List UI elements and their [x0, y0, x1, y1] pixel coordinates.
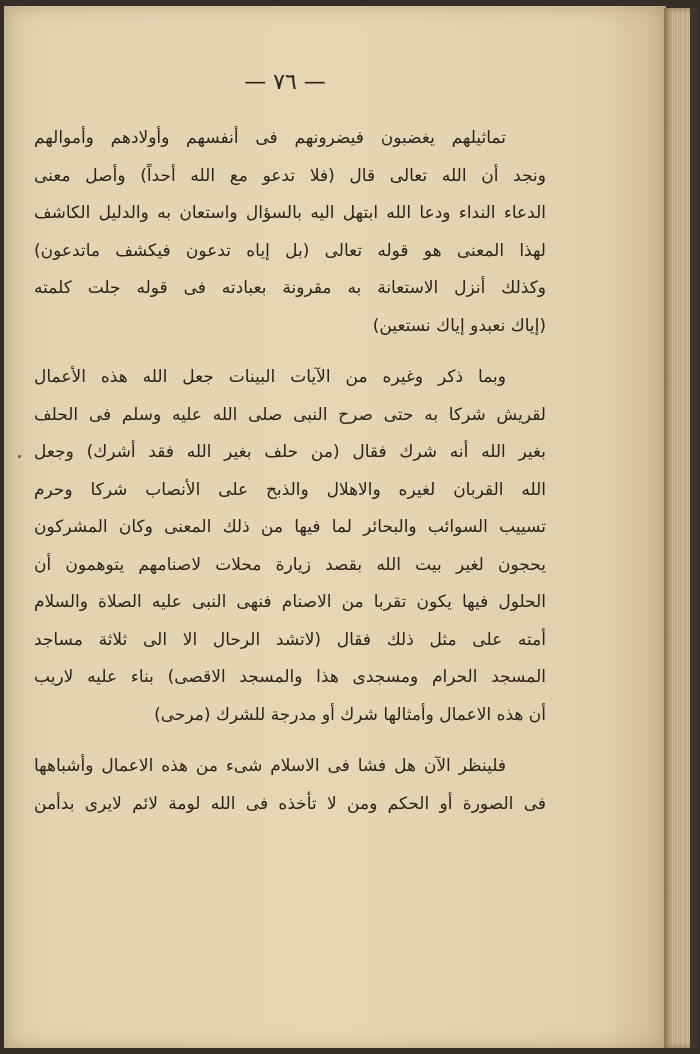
text-line: ونجد أن الله تعالى قال (فلا تدعو مع الله أحداً) وأصل معنى — [34, 165, 546, 186]
text-line: الدعاء النداء ودعا الله ابتهل اليه بالسؤال واستعان به والدليل الكاشف — [34, 203, 546, 223]
text-line: لهذا المعنى هو قوله تعالى (بل إياه تدعون فيكشف ماتدعون) — [34, 240, 546, 261]
text-line: تماثيلهم يغضبون فيضرونهم فى أنفسهم وأولادهم وأموالهم — [34, 128, 506, 148]
body-text — [34, 120, 546, 823]
paragraph-gap — [34, 345, 546, 359]
paragraph-1 — [34, 120, 546, 345]
text-line: الله القربان لغيره والاهلال والذبح على الأنصاب شركا وحرم — [34, 479, 546, 500]
paragraph-3 — [34, 748, 546, 823]
paragraph-2 — [34, 359, 546, 734]
page-number: — ٧٦ — — [244, 70, 326, 95]
text-line: المسجد الحرام ومسجدى هذا والمسجد الاقصى) بناء عليه لاريب — [34, 667, 546, 687]
book-page-edges — [664, 8, 698, 1048]
text-line: أمته على مثل ذلك فقال (لاتشد الرحال الا الى ثلاثة مساجد — [34, 629, 546, 650]
text-line: تسييب السوائب والبحائر لما فيها من ذلك المعنى وكان المشركون — [34, 517, 546, 537]
text-line: لقريش شركا به حتى صرح النبى صلى الله عليه وسلم فى الحلف — [34, 404, 546, 425]
text-line: فلينظر الآن هل فشا فى الاسلام شىء من هذه الاعمال وأشباهها — [34, 756, 506, 776]
paragraph-gap — [34, 734, 546, 748]
text-line: الحلول فيها يكون تقربا من الاصنام فنهى النبى عليه الصلاة والسلام — [34, 592, 546, 612]
text-line: وكذلك أنزل الاستعانة به مقرونة بعبادته فى قوله جلت كلمته — [34, 278, 546, 298]
text-line: يحجون لغير بيت الله بقصد زيارة محلات لاصنامهم يتوهمون أن — [34, 554, 546, 575]
text-line: وبما ذكر وغيره من الآيات البينات جعل الله هذه الأعمال — [34, 367, 506, 387]
text-line: بغير الله أنه شرك فقال (من حلف بغير الله فقد أشرك) وجعل — [34, 442, 546, 462]
text-line: فى الصورة أو الحكم ومن لا تأخذه فى الله لومة لائم لايرى بدأمن — [34, 793, 546, 814]
paper-speck — [18, 455, 21, 458]
text-line: (إياك نعبدو إياك نستعين) — [372, 315, 546, 336]
paper-page — [4, 6, 666, 1048]
text-line: أن هذه الاعمال وأمثالها شرك أو مدرجة للشرك (مرحى) — [154, 704, 546, 725]
